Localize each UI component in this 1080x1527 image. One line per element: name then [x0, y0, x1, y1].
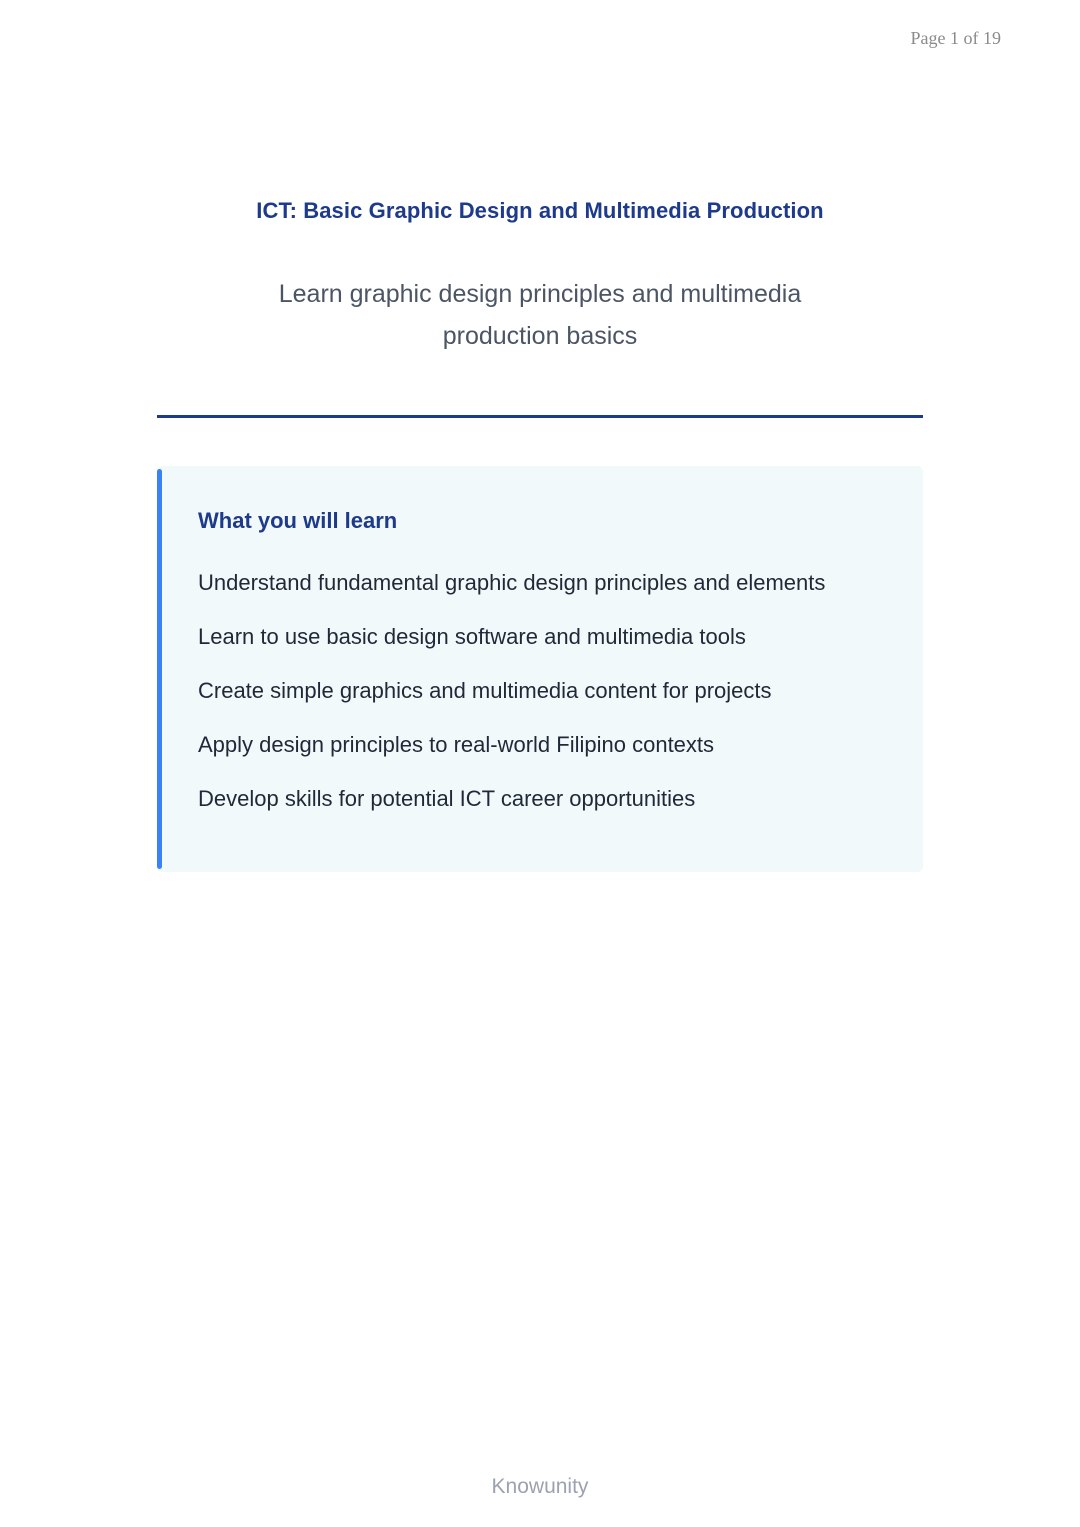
footer-brand: Knowunity [491, 1475, 589, 1498]
learning-objectives-list [198, 567, 825, 837]
list-item: Develop skills for potential ICT career opportunities [198, 786, 696, 811]
learning-objectives-box [157, 466, 923, 872]
document-title: ICT: Basic Graphic Design and Multimedia Production [256, 198, 824, 223]
list-item: Learn to use basic design software and multimedia tools [198, 624, 746, 649]
list-item: Understand fundamental graphic design principles and elements [198, 570, 826, 595]
box-accent-bar [157, 469, 162, 869]
title-divider [157, 415, 923, 418]
list-item: Create simple graphics and multimedia content for projects [198, 678, 772, 703]
document-subtitle: Learn graphic design principles and multimedia production basics [278, 280, 802, 350]
list-item: Apply design principles to real-world Filipino contexts [198, 732, 715, 757]
learning-objectives-heading: What you will learn [198, 508, 398, 533]
page-number: Page 1 of 19 [910, 28, 1001, 48]
